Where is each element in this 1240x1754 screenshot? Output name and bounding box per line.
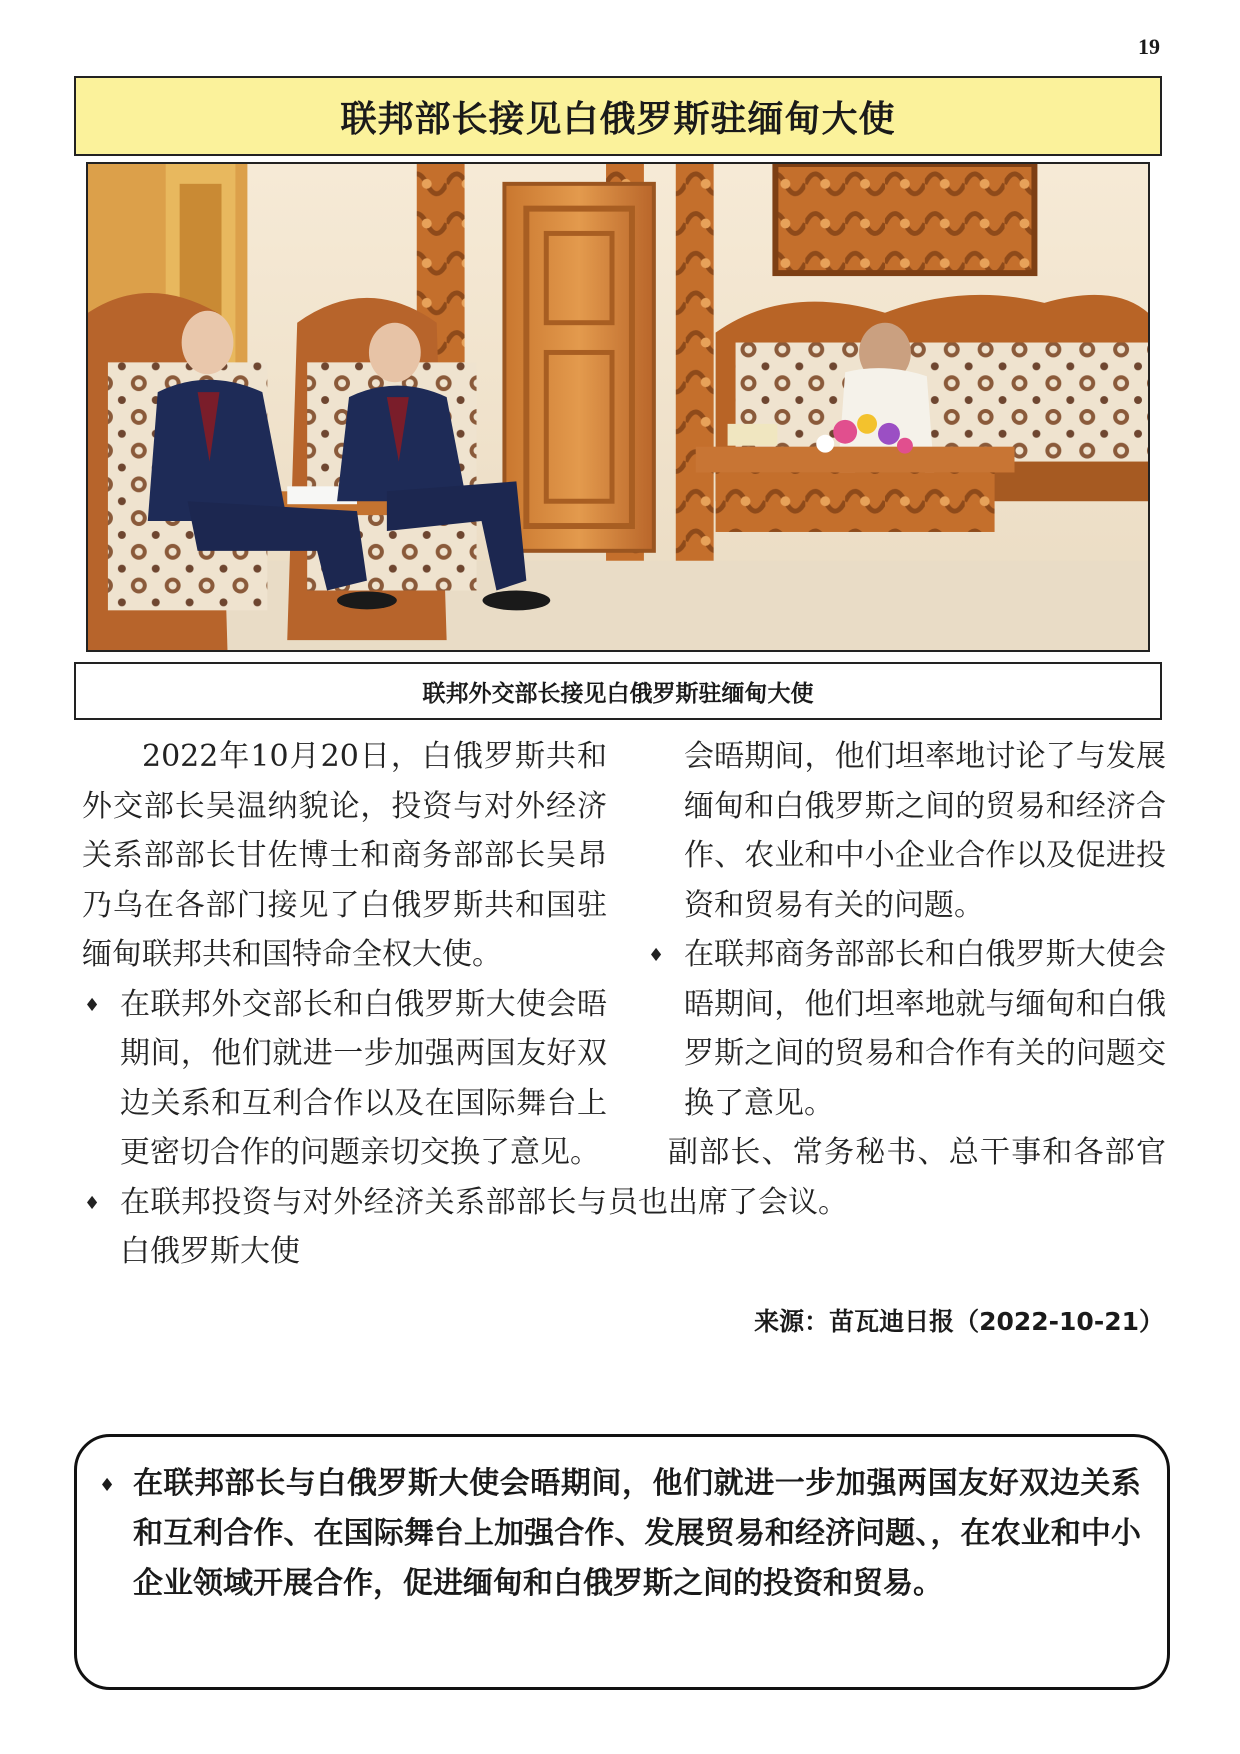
source-attribution: 来源：苗瓦迪日报（2022-10-21） xyxy=(754,1307,1164,1336)
bullet-item-1 xyxy=(82,980,607,1178)
intro-paragraph: 2022年10月20日，白俄罗斯共和外交部长吴温纳貌论，投资与对外经济关系部部长甘佐博士和商务部部长吴昂乃乌在各部门接见了白俄罗斯共和国驻缅甸联邦共和国特命全权大使。 xyxy=(82,739,607,972)
closing-paragraph: 副部长、常务秘书、总干事和各部官员也出席了会议。 xyxy=(608,1135,1166,1220)
bullet-text-3: 在联邦商务部部长和白俄罗斯大使会晤期间，他们坦率地就与缅甸和白俄罗斯之间的贸易和合作有关的问题交换了意见。 xyxy=(684,937,1166,1121)
meeting-photo-illustration xyxy=(88,164,1148,650)
bullet-item-2-part1 xyxy=(82,1178,607,1277)
bullet-item-2-part2 xyxy=(646,732,1166,930)
bullet-text-1: 在联邦外交部长和白俄罗斯大使会晤期间，他们就进一步加强两国友好双边关系和互利合作以及在国际舞台上更密切合作的问题亲切交换了意见。 xyxy=(120,986,607,1170)
summary-text: 在联邦部长与白俄罗斯大使会晤期间，他们就进一步加强两国友好双边关系和互利合作、在国际舞台上加强合作、发展贸易和经济问题、，在农业和中小企业领域开展合作，促进缅甸和白俄罗斯之间的投资和贸易。 xyxy=(133,1466,1141,1601)
page-number: 19 xyxy=(1138,34,1160,59)
bullet-text-2-right: 会晤期间，他们坦率地讨论了与发展缅甸和白俄罗斯之间的贸易和经济合作、农业和中小企业合作以及促进投资和贸易有关的问题。 xyxy=(684,739,1166,923)
photo-caption-box xyxy=(74,662,1162,720)
bullet-item-3 xyxy=(646,930,1166,1128)
summary-box xyxy=(74,1434,1170,1690)
photo-caption: 联邦外交部长接见白俄罗斯驻缅甸大使 xyxy=(422,680,814,707)
meeting-photo xyxy=(86,162,1150,652)
bullet-text-2-left: 在联邦投资与对外经济关系部部长与白俄罗斯大使 xyxy=(120,1184,607,1269)
body-column-left xyxy=(82,732,607,1277)
diamond-bullet-icon: ♦ xyxy=(648,945,665,966)
diamond-bullet-icon: ♦ xyxy=(84,1192,101,1214)
article-title: 联邦部长接见白俄罗斯驻缅甸大使 xyxy=(340,98,896,140)
article-title-banner xyxy=(74,76,1162,156)
body-column-right xyxy=(608,732,1166,1227)
diamond-bullet-icon: ♦ xyxy=(84,994,101,1016)
diamond-bullet-icon: ♦ xyxy=(99,1475,116,1496)
